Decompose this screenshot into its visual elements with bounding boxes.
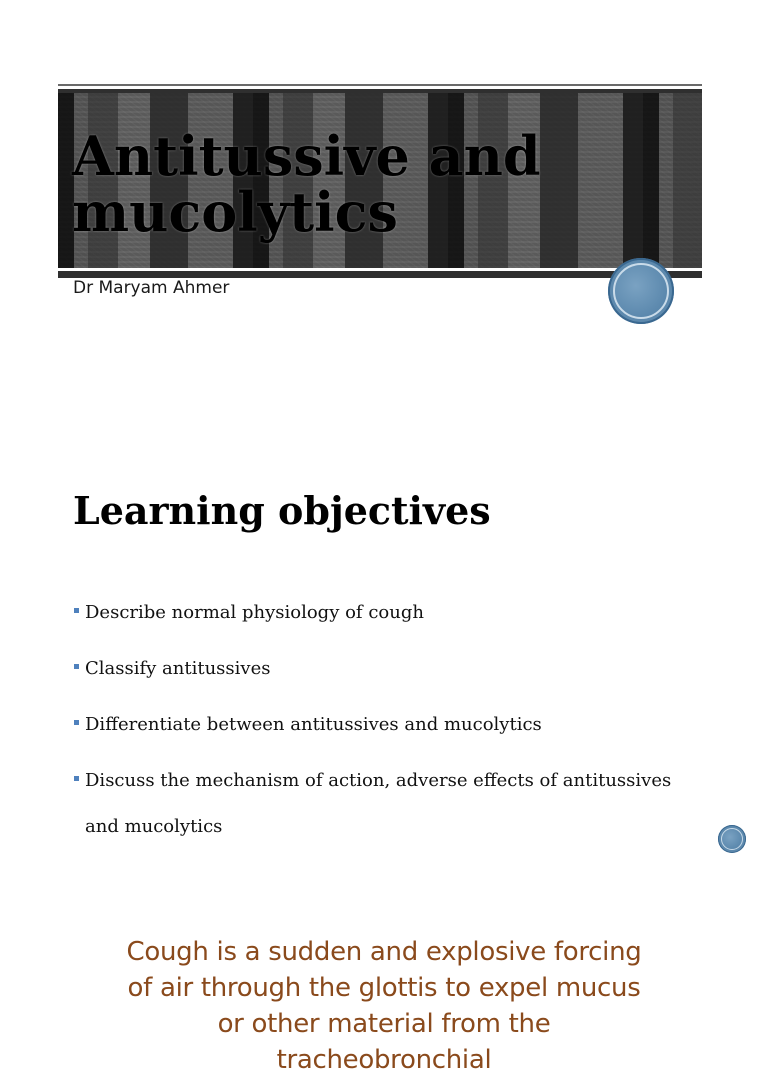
- small-decorative-circle-inner: [721, 828, 743, 850]
- banner-bottom-gap: [58, 268, 702, 271]
- list-item: [73, 646, 673, 692]
- objectives-slide: [0, 440, 768, 870]
- list-item: [73, 758, 673, 850]
- bullet-square-icon: [74, 776, 79, 781]
- list-item-text: Differentiate between antitussives and mucolytics: [85, 714, 542, 735]
- banner-top-gap: [58, 86, 702, 89]
- list-item: [73, 590, 673, 636]
- decorative-circle-icon: [608, 258, 674, 324]
- list-item: [73, 702, 673, 748]
- title-slide: [0, 0, 768, 400]
- objectives-list: [73, 590, 673, 860]
- list-item-text: Describe normal physiology of cough: [85, 602, 424, 623]
- bullet-square-icon: [74, 608, 79, 613]
- bullet-square-icon: [74, 664, 79, 669]
- decorative-circle-inner: [613, 263, 669, 319]
- slide-subtitle: Dr Maryam Ahmer: [73, 278, 230, 298]
- definition-text: Cough is a sudden and explosive forcing of air through the glottis to expel mucus or other material from the tracheobronchial: [126, 937, 642, 1075]
- list-item-text: Classify antitussives: [85, 658, 271, 679]
- small-decorative-circle-icon: [718, 825, 746, 853]
- list-item-text: Discuss the mechanism of action, adverse effects of antitussives and mucolytics: [85, 770, 672, 837]
- slide-title: Antitussive and mucolytics: [72, 124, 541, 244]
- slide-heading: Learning objectives: [73, 488, 491, 533]
- bullet-square-icon: [74, 720, 79, 725]
- definition-slide: [0, 880, 768, 1075]
